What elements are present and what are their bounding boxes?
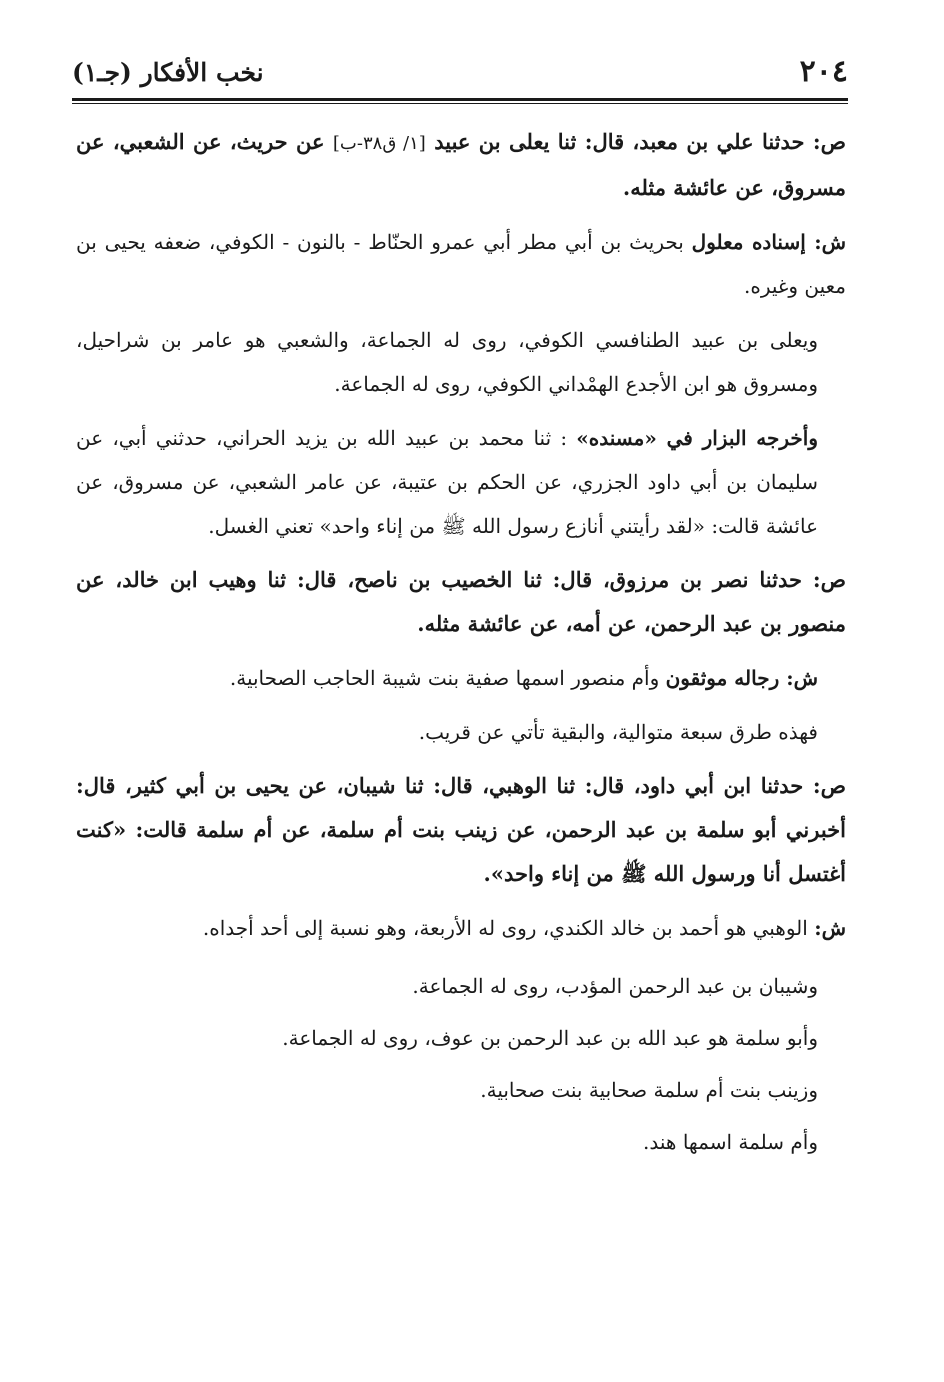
isnad-marker: ص: — [812, 129, 847, 154]
isnad-text: حدثنا ابن أبي داود، قال: ثنا الوهبي، قال: ثنا شيبان، عن يحيى بن أبي كثير، قال: أخبرني أبو سلمة بن عبد الرحمن، عن زينب بنت أم سلمة، عن أم سلمة قالت: «كنت أغتسل أنا ورسول الله ﷺ من إناء واحد». — [76, 773, 846, 886]
manuscript-ref: [١/ ق٣٨-ب] — [332, 133, 426, 154]
sharh-text: الوهبي هو أحمد بن خالد الكندي، روى له الأربعة، وهو نسبة إلى أحد أجداه. — [202, 916, 808, 940]
paragraph-sharh — [76, 906, 846, 950]
sharh-lead: ش: رجاله موثقون — [665, 666, 818, 690]
sharh-lead: ش: — [814, 916, 846, 940]
isnad-marker: ص: — [812, 567, 846, 592]
header-rule — [72, 98, 848, 101]
header-rule-thin — [72, 103, 848, 104]
isnad-text: حدثنا نصر بن مرزوق، قال: ثنا الخصيب بن ناصح، قال: ثنا وهيب ابن خالد، عن منصور بن عبد الرحمن، عن أمه، عن عائشة مثله. — [76, 567, 846, 636]
narrator-note: وزينب بنت أم سلمة صحابية بنت صحابية. — [480, 1078, 818, 1102]
isnad-text: عن حريث، عن الشعبي، عن مسروق، عن عائشة مثله. — [76, 129, 846, 200]
paragraph-sharh — [76, 416, 846, 548]
paragraph-isnad — [76, 120, 846, 210]
paragraph-isnad — [76, 558, 846, 646]
page-header — [72, 52, 848, 92]
isnad-text: حدثنا علي بن معبد، قال: ثنا يعلى بن عبيد — [434, 129, 805, 154]
book-title: نخب الأفكار (جـ١) — [72, 58, 264, 87]
narrator-note: وشيبان بن عبد الرحمن المؤدب، روى له الجماعة. — [412, 974, 818, 998]
paragraph-sharh — [76, 220, 846, 308]
plain-text: فهذه طرق سبعة متوالية، والبقية تأتي عن قريب. — [418, 720, 818, 744]
paragraph-plain — [76, 710, 846, 754]
narrator-note: وأم سلمة اسمها هند. — [643, 1130, 818, 1154]
sharh-text: : ثنا محمد بن عبيد الله بن يزيد الحراني، حدثني أبي، عن سليمان بن أبي داود الجزري، عن الحكم بن عتيبة، عن عامر الشعبي، عن مسروق، عن عائشة قالت: «لقد رأيتني أنازع رسول الله ﷺ من إناء واحد» تعني الغسل. — [76, 426, 818, 538]
sharh-text: بحريث بن أبي مطر أبي عمرو الحنّاط - بالنون - الكوفي، ضعفه يحيى بن معين وغيره. — [76, 230, 846, 298]
sharh-lead: ش: إسناده معلول — [691, 230, 847, 254]
sharh-lead: وأخرجه البزار في «مسنده» — [576, 426, 818, 450]
sharh-text: وأم منصور اسمها صفية بنت شيبة الحاجب الصحابية. — [229, 666, 660, 690]
plain-text: ويعلى بن عبيد الطنافسي الكوفي، روى له الجماعة، والشعبي هو عامر بن شراحيل، ومسروق هو ابن الأجدع الهمْداني الكوفي، روى له الجماعة. — [76, 328, 818, 396]
isnad-marker: ص: — [812, 773, 847, 798]
paragraph-isnad — [76, 764, 846, 896]
paragraph-plain — [76, 318, 846, 406]
page-body — [76, 120, 846, 1168]
paragraph-sharh — [76, 656, 846, 700]
narrator-note: وأبو سلمة هو عبد الله بن عبد الرحمن بن عوف، روى له الجماعة. — [282, 1026, 818, 1050]
page-number: ٢٠٤ — [799, 54, 848, 89]
